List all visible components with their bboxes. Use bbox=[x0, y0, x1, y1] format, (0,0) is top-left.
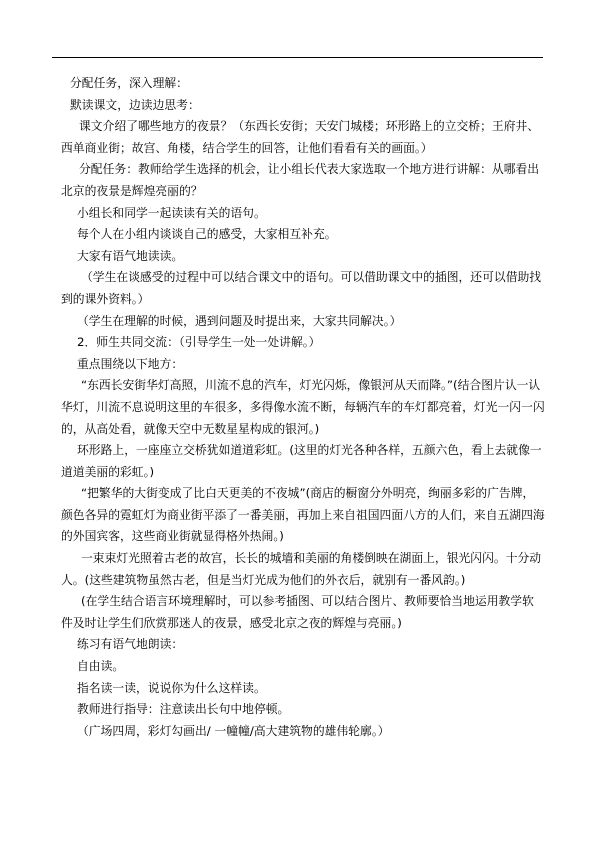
paragraph: 2．师生共同交流：（引导学生一处一处讲解。） bbox=[77, 335, 321, 350]
paragraph: 重点围绕以下地方： bbox=[77, 356, 184, 371]
paragraph: 大家有语气地读读。 bbox=[77, 248, 184, 263]
document-body bbox=[61, 73, 545, 742]
paragraph: 一束束灯光照着古老的故宫，长长的城墙和美丽的角楼倒映在湖面上，银光闪闪。十分动人。(这些建筑物虽然古老，但是当灯光成为他们的外衣后，就别有一番风韵。) bbox=[61, 551, 542, 587]
paragraph: 默读课文，边读边思考： bbox=[70, 97, 200, 112]
paragraph: (在学生结合语言环境理解时，可以参考插图、可以结合图片、教师要恰当地运用教学软件及时让学生们欣赏那迷人的夜景，感受北京之夜的辉煌与亮丽。) bbox=[61, 594, 534, 630]
paragraph: 小组长和同学一起读读有关的语句。 bbox=[77, 205, 266, 220]
paragraph: 课文介绍了哪些地方的夜景？（东西长安街；天安门城楼；环形路上的立交桥；王府井、西单商业街；故宫、角楼，结合学生的回答，让他们看看有关的画面。） bbox=[61, 119, 540, 155]
paragraph: 自由读。 bbox=[77, 659, 125, 674]
paragraph: 练习有语气地朗读： bbox=[77, 637, 184, 652]
paragraph: 每个人在小组内谈谈自己的感受，大家相互补充。 bbox=[77, 227, 337, 242]
paragraph: （广场四周，彩灯勾画出/ 一幢幢/高大建筑物的雄伟轮廓。） bbox=[77, 723, 390, 738]
paragraph: 分配任务，深入理解： bbox=[70, 76, 188, 90]
paragraph: 教师进行指导：注意读出长句中地停顿。 bbox=[77, 702, 290, 717]
paragraph: （学生在谈感受的过程中可以结合课文中的语句。可以借助课文中的插图，还可以借助找到的课外资料。） bbox=[61, 270, 542, 306]
paragraph: “把繁华的大街变成了比白天更美的不夜城”(商店的橱窗分外明亮，绚丽多彩的广告牌，颜色各异的霓虹灯为商业街平添了一番美丽，再加上来自祖国四面八方的人们，来自五湖四海的外国宾客，这些商业街就显得格外热闹。) bbox=[61, 486, 545, 544]
paragraph: 指名读一读，说说你为什么这样读。 bbox=[77, 680, 266, 695]
header-rule bbox=[52, 57, 543, 58]
paragraph: “东西长安街华灯高照，川流不息的汽车，灯光闪烁，像银河从天而降。”(结合图片认一认华灯，川流不息说明这里的车很多，多得像水流不断，每辆汽车的车灯都亮着，灯光一闪一闪的，从高处看，就像天空中无数星星构成的银河。) bbox=[61, 378, 545, 436]
paragraph: （学生在理解的时候，遇到问题及时提出来，大家共同解决。） bbox=[77, 313, 402, 328]
paragraph: 分配任务：教师给学生选择的机会，让小组长代表大家选取一个地方进行讲解：从哪看出北京的夜景是辉煌亮丽的？ bbox=[61, 162, 540, 198]
paragraph: 环形路上，一座座立交桥犹如道道彩虹。(这里的灯光各种各样，五颜六色，看上去就像一道道美丽的彩虹。) bbox=[61, 443, 542, 479]
